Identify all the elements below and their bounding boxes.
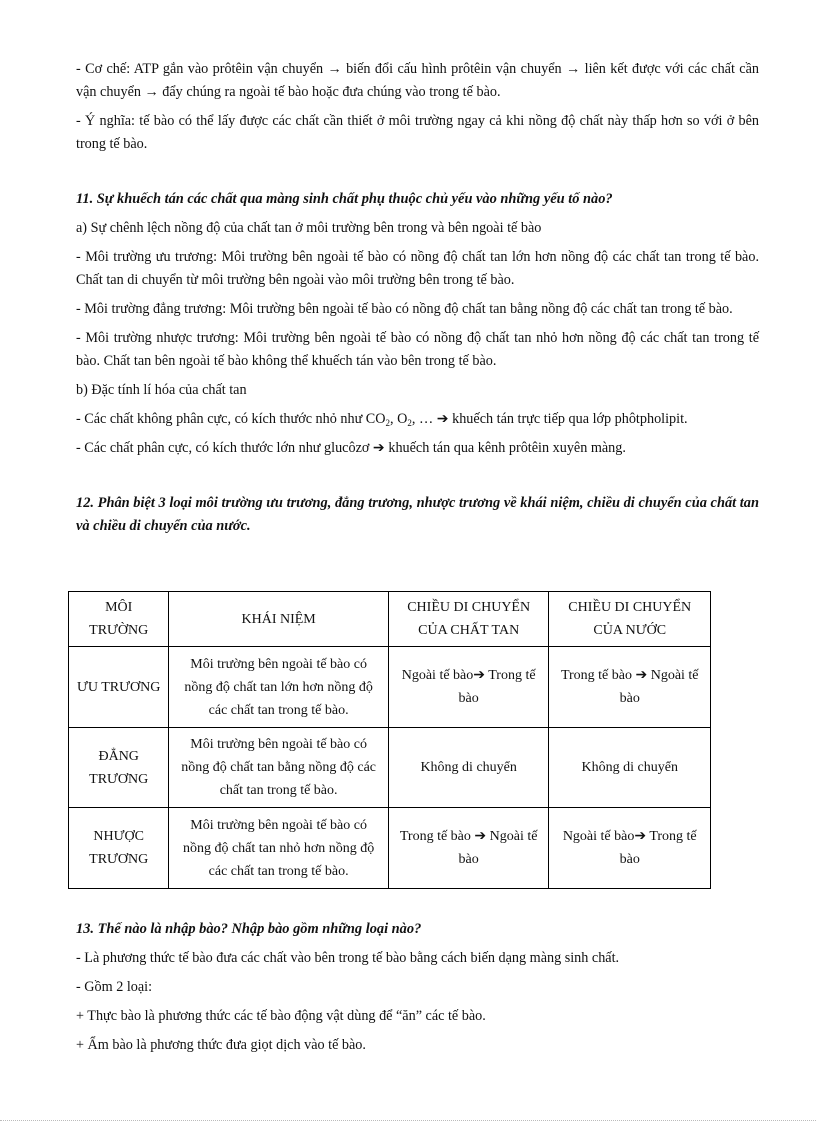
q11-point-b: b) Đặc tính lí hóa của chất tan [76, 382, 247, 398]
row-name: NHƯỢC TRƯƠNG [69, 808, 169, 889]
page-bottom-divider [0, 1120, 816, 1121]
document-body [76, 58, 759, 538]
header-concept: KHÁI NIỆM [169, 592, 388, 647]
q11-point-a: a) Sự chênh lệch nồng độ của chất tan ở môi trường bên trong và bên ngoài tế bào [76, 220, 542, 236]
row-water: Không di chuyển [549, 727, 711, 808]
row-solute: Không di chuyển [388, 727, 549, 808]
q13-types-intro: - Gồm 2 loại: [76, 979, 153, 995]
table-row [69, 647, 711, 728]
row-solute: Trong tế bào ➔ Ngoài tế bào [388, 808, 549, 889]
table-row [69, 808, 711, 889]
question-11-heading: 11. Sự khuếch tán các chất qua màng sinh chất phụ thuộc chủ yếu vào những yếu tố nào? [76, 191, 613, 207]
row-name: ƯU TRƯƠNG [69, 647, 169, 728]
significance-paragraph: - Ý nghĩa: tế bào có thể lấy được các chất cần thiết ở môi trường ngay cả khi nồng độ chất này thấp hơn so với ở bên trong tế bào. [76, 113, 759, 152]
header-water-direction: CHIỀU DI CHUYỂN CỦA NƯỚC [549, 592, 711, 647]
row-concept: Môi trường bên ngoài tế bào có nồng độ chất tan lớn hơn nồng độ các chất tan trong tế bào. [169, 647, 388, 728]
table-row [69, 727, 711, 808]
q11-nonpolar-text: - Các chất không phân cực, có kích thước nhỏ như $CO_2$, $O_2$, … ➔ khuếch tán trực tiếp qua lớp phôtpholipit. [76, 411, 688, 428]
comparison-table [68, 591, 711, 889]
row-water: Ngoài tế bào➔ Trong tế bào [549, 808, 711, 889]
question-13-section [76, 918, 759, 1057]
mechanism-paragraph: - Cơ chế: ATP gắn vào prôtêin vận chuyển → biến đổi cấu hình prôtêin vận chuyển → liên kết được với các chất cần vận chuyển → đẩy chúng ra ngoài tế bào hoặc đưa chúng vào trong tế bào. [76, 61, 759, 100]
q11-hypotonic-text: - Môi trường nhược trương: Môi trường bên ngoài tế bào có nồng độ chất tan nhỏ hơn nồng độ các chất tan trong tế bào. Chất tan bên ngoài tế bào không thể khuếch tán vào bên trong tế bào. [76, 330, 759, 369]
header-solute-direction: CHIỀU DI CHUYỂN CỦA CHẤT TAN [388, 592, 549, 647]
question-13-heading: 13. Thế nào là nhập bào? Nhập bào gồm những loại nào? [76, 921, 422, 937]
q11-isotonic-text: - Môi trường đẳng trương: Môi trường bên ngoài tế bào có nồng độ chất tan bằng nồng độ các chất tan trong tế bào. [76, 301, 733, 317]
q13-definition: - Là phương thức tế bào đưa các chất vào bên trong tế bào bằng cách biến dạng màng sinh chất. [76, 950, 620, 966]
q11-polar-text: - Các chất phân cực, có kích thước lớn như glucôzơ ➔ khuếch tán qua kênh prôtêin xuyên màng. [76, 440, 626, 456]
question-12-heading: 12. Phân biệt 3 loại môi trường ưu trương, đẳng trương, nhược trương về khái niệm, chiều di chuyển của chất tan và chiều di chuyển của nước. [76, 495, 759, 534]
q11-hypertonic-text: - Môi trường ưu trương: Môi trường bên ngoài tế bào có nồng độ chất tan lớn hơn nồng độ các chất tan trong tế bào. Chất tan di chuyển từ môi trường bên ngoài vào môi trường bên trong tế bào. [76, 249, 759, 288]
table-header-row [69, 592, 711, 647]
row-concept: Môi trường bên ngoài tế bào có nồng độ chất tan bằng nồng độ các chất tan trong tế bào. [169, 727, 388, 808]
row-concept: Môi trường bên ngoài tế bào có nồng độ chất tan nhỏ hơn nồng độ các chất tan trong tế bào. [169, 808, 388, 889]
row-water: Trong tế bào ➔ Ngoài tế bào [549, 647, 711, 728]
q13-phagocytosis: + Thực bào là phương thức các tế bào động vật dùng để “ăn” các tế bào. [76, 1008, 486, 1024]
row-solute: Ngoài tế bào➔ Trong tế bào [388, 647, 549, 728]
row-name: ĐẲNG TRƯƠNG [69, 727, 169, 808]
q13-pinocytosis: + Ẩm bào là phương thức đưa giọt dịch vào tế bào. [76, 1037, 366, 1053]
header-environment: MÔI TRƯỜNG [69, 592, 169, 647]
